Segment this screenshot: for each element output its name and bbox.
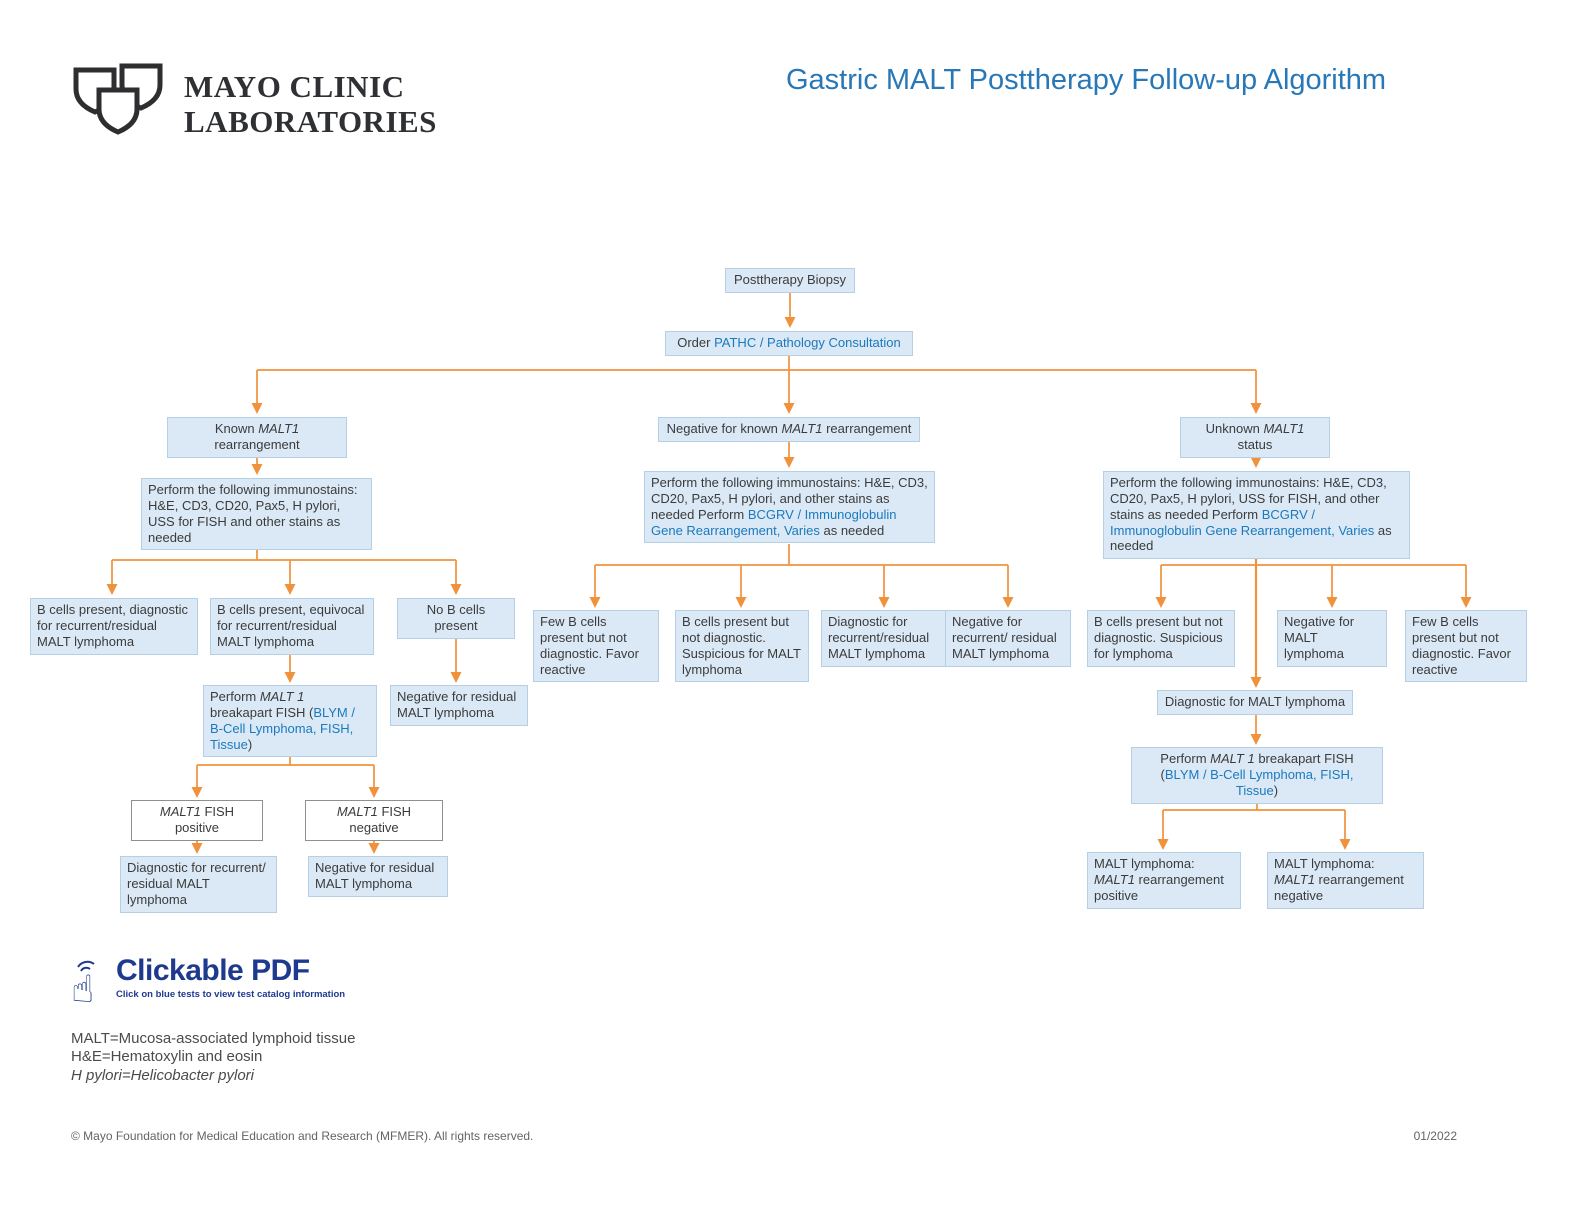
node-no-b-cells <box>397 598 515 639</box>
test-link[interactable]: PATHC / Pathology Consultation <box>714 335 901 350</box>
node-text: Diagnostic for MALT lymphoma <box>1164 694 1346 709</box>
node-malt1-fish-positive <box>131 800 263 841</box>
node-unknown-malt1 <box>1180 417 1330 458</box>
node-text: MALT1 <box>1263 421 1305 436</box>
node-text: Perform <box>1160 751 1211 766</box>
logo-line1: MAYO CLINIC <box>184 68 405 104</box>
node-text: as needed <box>819 522 885 538</box>
revision-date: 01/2022 <box>1413 1129 1457 1143</box>
hand-pointer-icon <box>70 956 110 1010</box>
node-text: ( <box>1160 766 1165 782</box>
logo-line2: LABORATORIES <box>184 104 437 139</box>
node-b-cells-suspicious-right <box>1087 610 1235 667</box>
node-text: Negative for residual MALT lymphoma <box>397 689 517 720</box>
node-text: Negative for residual MALT lymphoma <box>315 860 435 891</box>
node-text: Diagnostic for recurrent/ residual MALT lymphoma <box>127 860 266 907</box>
node-text: Unknown <box>1205 421 1264 436</box>
clickable-pdf-subtext: Click on blue tests to view test catalog information <box>116 989 346 1000</box>
node-text: ) <box>247 736 253 752</box>
node-negative-residual-upper <box>390 685 528 726</box>
test-link[interactable]: BCGRV / Immunoglobulin Gene Rearrangement, Varies <box>1110 506 1375 538</box>
test-link[interactable]: BLYM / B-Cell Lymphoma, FISH, Tissue <box>1164 766 1354 798</box>
node-text: Diagnostic for recurrent/residual MALT lymphoma <box>828 614 930 661</box>
node-few-b-cells-right <box>1405 610 1527 682</box>
node-text: Perform the following immunostains: H&E, CD3, CD20, Pax5, H pylori, and other stains as needed Perform <box>651 475 928 522</box>
mayo-shield-icon <box>70 62 166 146</box>
node-negative-recurrent-mid <box>945 610 1071 667</box>
node-text: FISH negative <box>349 804 412 835</box>
node-text: breakapart FISH <box>1254 751 1354 766</box>
test-link[interactable]: BCGRV / Immunoglobulin Gene Rearrangement, Varies <box>651 506 897 538</box>
node-text: Order <box>677 335 715 350</box>
copyright-text: © Mayo Foundation for Medical Education and Research (MFMER). All rights reserved. <box>71 1129 534 1143</box>
node-b-cells-diagnostic <box>30 598 198 655</box>
node-text: MALT 1 <box>259 689 305 704</box>
node-negative-malt-right <box>1277 610 1387 667</box>
node-text: rearrangement <box>214 436 300 452</box>
node-text: status <box>1237 436 1273 452</box>
node-diagnostic-recurrent-left <box>120 856 277 913</box>
node-text: Perform the following immunostains: H&E, CD3, CD20, Pax5, H pylori, USS for FISH, and other stains as needed Perform <box>1110 475 1387 522</box>
node-text: MALT1 <box>159 804 201 819</box>
node-perform-fish-right <box>1131 747 1383 804</box>
node-diagnostic-recurrent-mid <box>821 610 948 667</box>
node-malt-rearrangement-positive <box>1087 852 1241 909</box>
node-left-immunostains <box>141 478 372 550</box>
node-malt-rearrangement-negative <box>1267 852 1424 909</box>
node-b-cells-suspicious-mid <box>675 610 809 682</box>
node-b-cells-equivocal <box>210 598 374 655</box>
node-posttherapy-biopsy <box>725 268 855 293</box>
clickable-pdf-block <box>70 956 345 1010</box>
node-text: Negative for MALT lymphoma <box>1284 614 1355 661</box>
node-text: Perform the following immunostains: H&E, CD3, CD20, Pax5, H pylori, USS for FISH and other stains as needed <box>148 482 358 545</box>
logo-wordmark <box>184 69 437 140</box>
node-text: FISH positive <box>174 804 235 835</box>
node-text: Perform <box>210 689 260 704</box>
node-text: MALT lymphoma: <box>1274 856 1375 871</box>
node-text: breakapart FISH ( <box>210 704 314 720</box>
node-text: B cells present but not diagnostic. Suspicious for MALT lymphoma <box>682 614 801 677</box>
footnotes <box>71 1030 355 1085</box>
node-text: rearrangement <box>822 421 912 436</box>
node-mid-immunostains <box>644 471 935 543</box>
node-text: MALT1 <box>781 421 823 436</box>
clickable-pdf-text <box>116 956 345 1000</box>
node-right-immunostains <box>1103 471 1410 559</box>
node-text: No B cells present <box>426 602 486 633</box>
page-title: Gastric MALT Posttherapy Follow-up Algorithm <box>786 64 1387 96</box>
node-text: Posttherapy Biopsy <box>733 272 846 287</box>
node-text: Negative for recurrent/ residual MALT lymphoma <box>952 614 1057 661</box>
node-text: MALT1 <box>1274 871 1315 887</box>
node-negative-residual-lower <box>308 856 448 897</box>
clickable-pdf-label: Clickable PDF <box>116 954 310 987</box>
node-diagnostic-malt <box>1157 690 1353 715</box>
node-text: rearrangement positive <box>1094 871 1224 903</box>
node-text: ) <box>1273 782 1279 798</box>
node-text: B cells present but not diagnostic. Suspicious for lymphoma <box>1094 614 1223 661</box>
node-text: MALT1 <box>1094 871 1135 887</box>
mayo-logo <box>70 62 437 146</box>
svg-text:☝: ☝ <box>71 967 95 1010</box>
node-perform-fish-left <box>203 685 377 757</box>
node-text: Few B cells present but not diagnostic. Favor reactive <box>540 614 639 677</box>
node-text: B cells present, diagnostic for recurrent/residual MALT lymphoma <box>37 602 189 649</box>
test-link[interactable]: BLYM / B-Cell Lymphoma, FISH, Tissue <box>210 704 355 752</box>
node-text: MALT lymphoma: <box>1094 856 1195 871</box>
node-few-b-cells-mid <box>533 610 659 682</box>
node-negative-known-malt1 <box>658 417 920 442</box>
node-text: Few B cells present but not diagnostic. Favor reactive <box>1412 614 1511 677</box>
node-text: MALT1 <box>258 421 300 436</box>
node-text: Known <box>214 421 259 436</box>
node-text: MALT 1 <box>1210 751 1255 766</box>
footnote-malt: MALT=Mucosa-associated lymphoid tissue <box>71 1030 356 1047</box>
node-text: rearrangement negative <box>1274 871 1404 903</box>
node-text: B cells present, equivocal for recurrent/residual MALT lymphoma <box>217 602 365 649</box>
node-order-pathc <box>665 331 913 356</box>
node-malt1-fish-negative <box>305 800 443 841</box>
node-text: MALT1 <box>336 804 378 819</box>
node-text: as needed <box>1110 522 1392 554</box>
node-known-malt1 <box>167 417 347 458</box>
footnote-he: H&E=Hematoxylin and eosin <box>71 1048 263 1066</box>
footnote-hpylori: H pylori=Helicobacter pylori <box>71 1066 254 1084</box>
node-text: Negative for known <box>666 421 782 436</box>
